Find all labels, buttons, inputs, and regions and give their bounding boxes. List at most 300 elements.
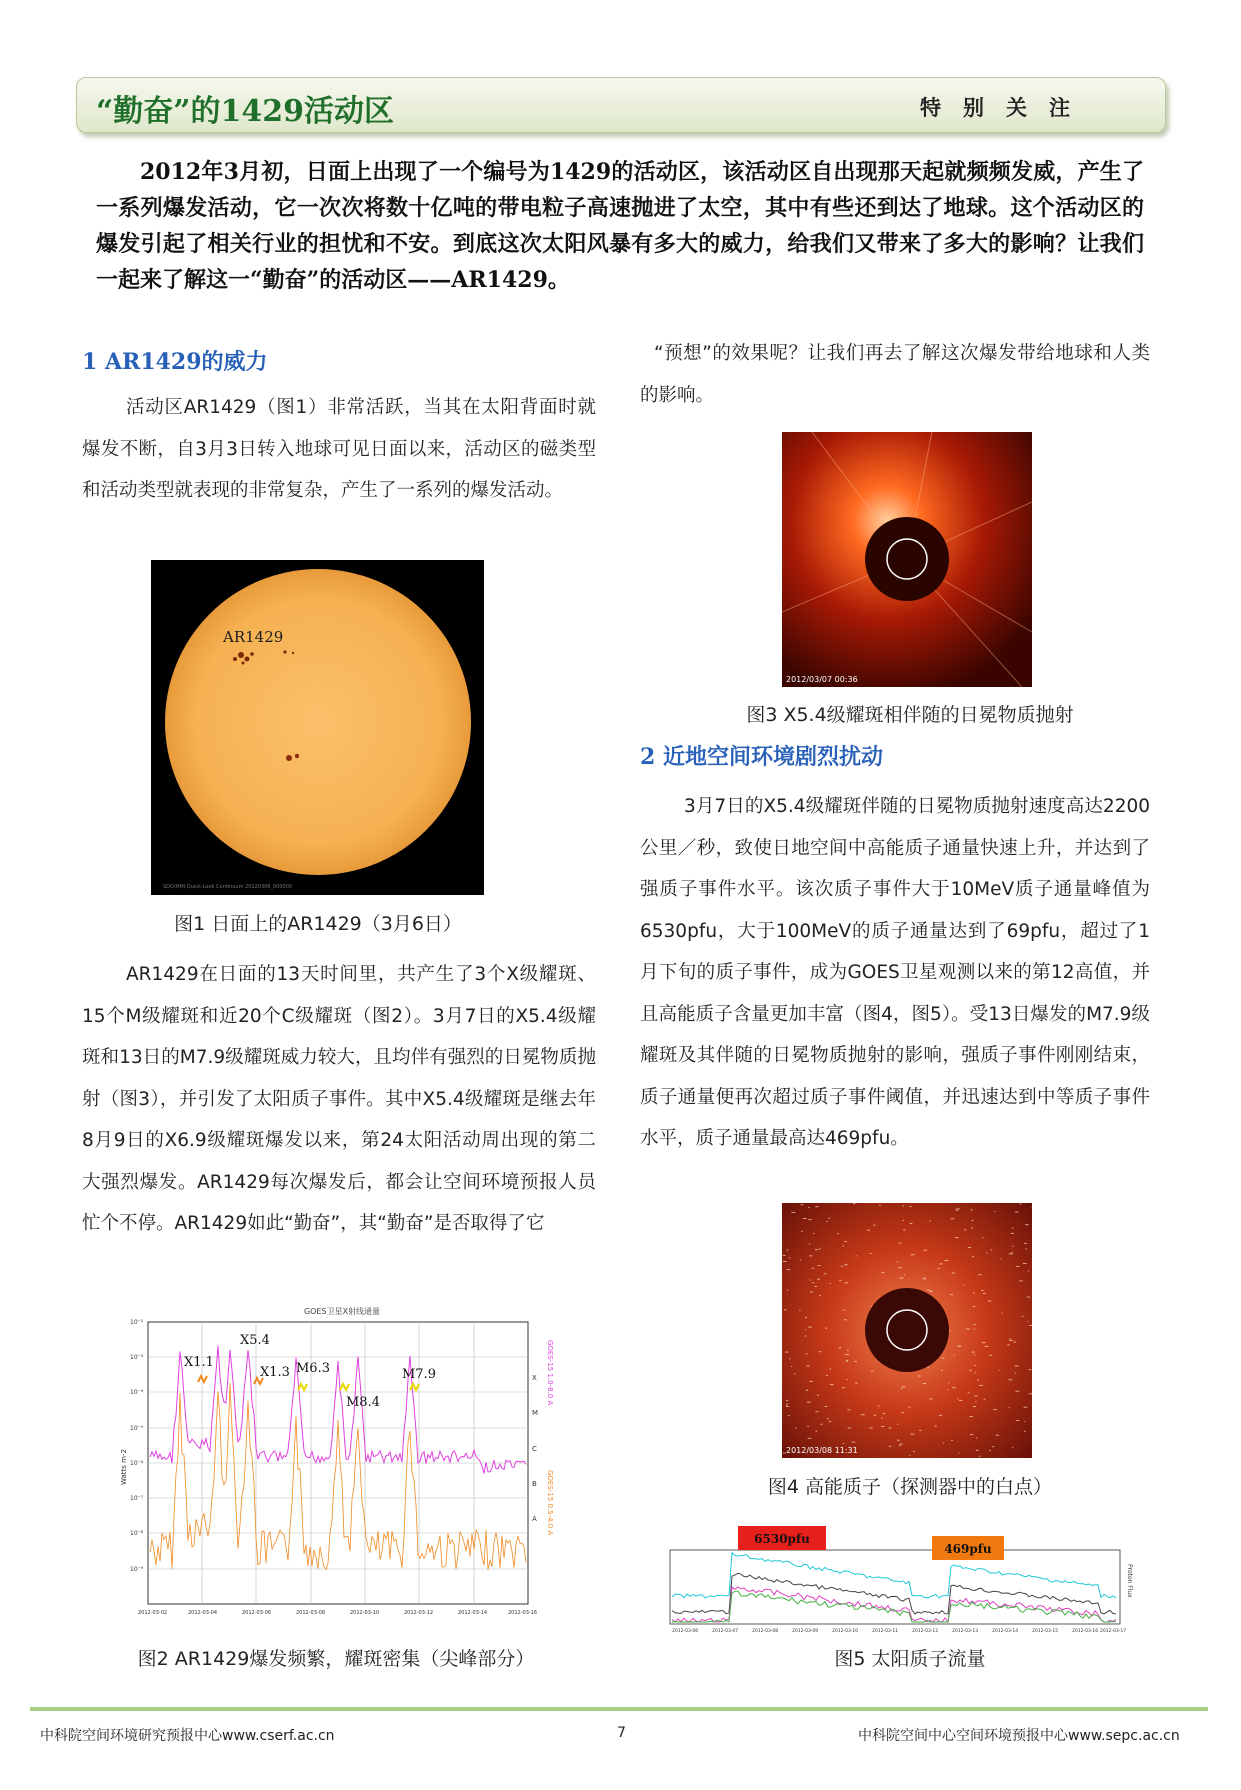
proton-speck: [829, 1368, 831, 1369]
proton-speck: [975, 1365, 977, 1366]
proton-speck: [817, 1395, 819, 1396]
proton-speck: [803, 1218, 807, 1219]
proton-speck: [900, 1278, 904, 1279]
proton-speck: [801, 1231, 803, 1232]
proton-speck: [810, 1292, 813, 1293]
section1-para2: [82, 954, 596, 1245]
proton-speck: [951, 1440, 953, 1441]
section1-para2-cont-text: “预想”的效果呢？让我们再去了解这次爆发带给地球和人类的影响。: [640, 343, 1150, 406]
fig5-xtick: 2012-03-14: [992, 1629, 1019, 1634]
proton-speck: [806, 1353, 808, 1354]
fig4-timestamp: 2012/03/08 11:31: [786, 1446, 858, 1455]
sun-disk-svg: [151, 560, 484, 895]
figure-1-sun-image: [151, 560, 484, 895]
proton-speck: [1027, 1297, 1030, 1298]
proton-speck: [976, 1438, 977, 1439]
fig2-xtick: 2012-03-10: [350, 1610, 380, 1616]
proton-speck: [1012, 1246, 1014, 1247]
proton-speck: [897, 1424, 898, 1425]
figure-4-caption: 图4 高能质子（探测器中的白点）: [767, 1476, 1053, 1498]
proton-speck: [795, 1428, 796, 1429]
proton-speck: [879, 1205, 881, 1206]
proton-speck: [819, 1295, 821, 1296]
proton-svg: [782, 1203, 1032, 1458]
proton-speck: [844, 1310, 846, 1311]
fig5-xtick: 2012-03-13: [952, 1629, 979, 1634]
proton-speck: [1009, 1253, 1013, 1254]
proton-speck: [847, 1409, 850, 1410]
fig2-ylabel: Watts m-2: [120, 1449, 128, 1485]
proton-speck: [982, 1342, 986, 1343]
proton-speck: [878, 1406, 880, 1407]
figure-2-caption: 图2 AR1429爆发频繁，耀斑密集（尖峰部分）: [137, 1648, 535, 1670]
proton-speck: [959, 1400, 962, 1401]
proton-speck: [938, 1268, 940, 1269]
xray-flux-svg: [118, 1300, 566, 1625]
proton-speck: [910, 1206, 912, 1207]
proton-speck: [789, 1257, 791, 1258]
fig2-xtick: 2012-03-06: [242, 1610, 272, 1616]
proton-speck: [805, 1336, 807, 1337]
intro-text: 2012年3月初，日面上出现了一个编号为1429的活动区，该活动区自出现那天起就频频发威，产生了一系列爆发活动，它一次次将数十亿吨的带电粒子高速抛进了太空，其中有些还到达了地球。这个活动区的爆发引起了相关行业的担忧和不安。到底这次太阳风暴有多大的威力，给我们又带来了多大的影响？让我们一起来了解这一“勤奋”的活动区——AR1429。: [96, 159, 1144, 293]
proton-speck: [844, 1282, 848, 1283]
proton-speck: [799, 1310, 800, 1311]
proton-speck: [911, 1254, 915, 1255]
figure-5-proton-flux-chart: [640, 1524, 1145, 1639]
occulter-disk: [865, 517, 949, 601]
proton-speck: [889, 1446, 892, 1447]
proton-speck: [909, 1455, 910, 1456]
fig5-xtick: 2012-03-09: [792, 1629, 819, 1634]
fig5-xtick: 2012-03-17: [1100, 1629, 1127, 1634]
proton-speck: [903, 1230, 905, 1231]
proton-speck: [808, 1207, 810, 1208]
section1-para1: [82, 387, 596, 512]
proton-speck: [945, 1260, 949, 1261]
proton-speck: [815, 1249, 818, 1250]
proton-flux-svg: [640, 1524, 1145, 1639]
proton-speck: [870, 1428, 873, 1429]
proton-speck: [826, 1375, 828, 1376]
fig2-ytick: 10⁻⁷: [130, 1495, 144, 1502]
fig2-class-letters: [532, 1374, 538, 1523]
proton-speck: [1027, 1321, 1028, 1322]
fig5-xtick: 2012-03-16: [1072, 1629, 1099, 1634]
proton-speck: [977, 1380, 979, 1381]
proton-speck: [1028, 1369, 1031, 1370]
proton-speck: [968, 1247, 971, 1248]
fig2-xtick: 2012-03-12: [404, 1610, 434, 1616]
proton-speck: [984, 1399, 986, 1400]
proton-speck: [898, 1243, 901, 1244]
proton-speck: [846, 1361, 847, 1362]
proton-speck: [818, 1265, 821, 1266]
proton-speck: [971, 1227, 973, 1228]
proton-speck: [899, 1445, 901, 1446]
proton-speck: [973, 1306, 976, 1307]
proton-speck: [786, 1404, 788, 1405]
fig2-xtick: 2012-03-14: [458, 1610, 488, 1616]
fig2-class-letter: B: [532, 1480, 537, 1488]
figure-5-caption: 图5 太阳质子流量: [834, 1648, 986, 1670]
proton-speck: [994, 1211, 995, 1212]
section2-para1: [640, 786, 1150, 1160]
flare-label-x1-1: X1.1: [184, 1355, 214, 1370]
proton-speck: [974, 1372, 975, 1373]
proton-speck: [828, 1218, 830, 1219]
proton-speck: [966, 1329, 970, 1330]
fig2-ytick: 10⁻⁹: [130, 1566, 144, 1573]
proton-speck: [952, 1387, 956, 1388]
proton-speck: [929, 1398, 932, 1399]
fig5-right-label: Proton Flux: [1126, 1564, 1133, 1598]
proton-speck: [989, 1450, 991, 1451]
proton-speck: [843, 1245, 844, 1246]
proton-speck: [996, 1435, 999, 1436]
proton-speck: [927, 1290, 931, 1291]
fig2-ytick: 10⁻⁴: [130, 1389, 144, 1396]
proton-speck: [1007, 1344, 1010, 1345]
section1-heading: 1 AR1429的威力: [82, 349, 268, 375]
proton-speck: [808, 1327, 812, 1328]
fig2-y-ticks: [130, 1319, 144, 1573]
proton-speck: [924, 1277, 926, 1278]
proton-speck: [837, 1233, 839, 1234]
proton-speck: [999, 1370, 1000, 1371]
fig2-x-ticks: [138, 1610, 537, 1616]
proton-speck: [955, 1237, 959, 1238]
proton-speck: [943, 1443, 944, 1444]
proton-speck: [1011, 1252, 1013, 1253]
fig5-label1: 6530pfu: [754, 1532, 810, 1546]
proton-speck: [786, 1406, 789, 1407]
proton-speck: [791, 1212, 795, 1213]
proton-speck: [964, 1229, 966, 1230]
fig2-right-label-top: GOES-15 1.0-8.0 A: [546, 1340, 554, 1406]
proton-speck: [1022, 1316, 1024, 1317]
proton-speck: [963, 1285, 964, 1286]
proton-speck: [844, 1319, 847, 1320]
proton-speck: [826, 1221, 828, 1222]
proton-speck: [809, 1255, 812, 1256]
proton-speck: [897, 1262, 899, 1263]
fig2-xtick: 2012-03-02: [138, 1610, 168, 1616]
proton-speck: [1026, 1248, 1027, 1249]
proton-speck: [870, 1253, 872, 1254]
proton-speck: [815, 1286, 818, 1287]
proton-speck: [809, 1243, 810, 1244]
proton-speck: [988, 1301, 991, 1302]
proton-speck: [1029, 1393, 1032, 1394]
proton-speck: [975, 1401, 976, 1402]
proton-speck: [810, 1280, 811, 1281]
proton-speck: [881, 1426, 884, 1427]
proton-speck: [883, 1413, 885, 1414]
fig2-class-letter: M: [532, 1409, 539, 1417]
proton-speck: [970, 1416, 973, 1417]
proton-speck: [815, 1411, 818, 1412]
proton-speck: [972, 1256, 974, 1257]
proton-speck: [1025, 1224, 1029, 1225]
proton-speck: [815, 1206, 818, 1207]
proton-speck: [1015, 1366, 1019, 1367]
fig5-x-ticks: [672, 1628, 1126, 1634]
proton-speck: [791, 1366, 792, 1367]
proton-speck: [844, 1264, 848, 1265]
proton-speck: [993, 1409, 996, 1410]
fig2-ytick: 10⁻⁶: [130, 1460, 144, 1467]
proton-speck: [902, 1386, 905, 1387]
proton-speck: [1029, 1325, 1032, 1326]
proton-speck: [971, 1209, 973, 1210]
proton-speck: [805, 1317, 807, 1318]
proton-speck: [898, 1267, 901, 1268]
section1-para2-text: AR1429在日面的13天时间里，共产生了3个X级耀斑、15个M级耀斑和近20个C级耀斑（图2）。3月7日的X5.4级耀斑和13日的M7.9级耀斑威力较大，且均伴有强烈的日冕物质抛射（图3），并引发了太阳质子事件。其中X5.4级耀斑是继去年8月9日的X6.9级耀斑爆发以来，第24太阳活动周出现的第二大强烈爆发。AR1429每次爆发后，都会让空间环境预报人员忙个不停。AR1429如此“勤奋”，其“勤奋”是否取得了它: [82, 964, 596, 1234]
proton-speck: [1011, 1233, 1014, 1234]
fig2-ytick: 10⁻³: [130, 1354, 144, 1361]
proton-speck: [807, 1402, 811, 1403]
proton-speck: [923, 1383, 926, 1384]
proton-speck: [1001, 1258, 1002, 1259]
proton-speck: [972, 1352, 975, 1353]
proton-speck: [842, 1387, 845, 1388]
proton-speck: [888, 1428, 891, 1429]
proton-speck: [807, 1390, 809, 1391]
proton-speck: [957, 1398, 958, 1399]
proton-speck: [786, 1400, 788, 1401]
proton-speck: [1024, 1407, 1028, 1408]
proton-speck: [974, 1329, 976, 1330]
proton-speck: [1019, 1280, 1023, 1281]
proton-speck: [1009, 1379, 1013, 1380]
cme-svg: [782, 432, 1032, 687]
proton-speck: [854, 1361, 857, 1362]
fig2-class-letter: X: [532, 1374, 537, 1382]
proton-speck: [908, 1407, 910, 1408]
proton-speck: [901, 1388, 903, 1389]
proton-speck: [991, 1249, 993, 1250]
fig2-class-letter: C: [532, 1445, 537, 1453]
proton-speck: [973, 1324, 976, 1325]
proton-speck: [848, 1427, 851, 1428]
proton-speck: [787, 1269, 791, 1270]
proton-speck: [989, 1355, 992, 1356]
proton-speck: [843, 1443, 845, 1444]
fig2-ytick: 10⁻²: [130, 1319, 144, 1326]
proton-speck: [1009, 1340, 1013, 1341]
proton-speck: [973, 1293, 975, 1294]
proton-speck: [1028, 1271, 1029, 1272]
proton-speck: [1015, 1373, 1016, 1374]
proton-speck: [820, 1424, 822, 1425]
proton-speck: [975, 1396, 978, 1397]
intro-paragraph: [96, 154, 1144, 298]
page-title: “勤奋”的1429活动区: [96, 94, 395, 129]
flare-label-m7-9: M7.9: [402, 1367, 436, 1382]
figure-4-proton-image: [782, 1203, 1032, 1458]
proton-speck: [844, 1241, 846, 1242]
proton-speck: [867, 1230, 870, 1231]
column-tag: 特别关注: [920, 95, 1092, 120]
proton-speck: [979, 1274, 982, 1275]
proton-speck: [825, 1406, 828, 1407]
footer-right-text: 中科院空间中心空间环境预报中心www.sepc.ac.cn: [858, 1728, 1180, 1744]
proton-speck: [861, 1414, 865, 1415]
proton-speck: [939, 1263, 942, 1264]
proton-speck: [958, 1453, 959, 1454]
proton-speck: [841, 1266, 843, 1267]
proton-speck: [805, 1329, 806, 1330]
proton-speck: [900, 1444, 903, 1445]
proton-speck: [941, 1370, 943, 1371]
proton-speck: [812, 1282, 814, 1283]
proton-speck: [1024, 1431, 1026, 1432]
proton-speck: [1015, 1391, 1019, 1392]
fig5-label2: 469pfu: [944, 1542, 992, 1556]
section2-para1-text: 3月7日的X5.4级耀斑伴随的日冕物质抛射速度高达2200公里／秒，致使日地空间中高能质子通量快速上升，并达到了强质子事件水平。该次质子事件大于10MeV质子通量峰值为6530pfu，大于100MeV的质子通量达到了69pfu，超过了1月下旬的质子事件，成为GOES卫星观测以来的第12高值，并且高能质子含量更加丰富（图4，图5）。受13日爆发的M7.9级耀斑及其伴随的日冕物质抛射的影响，强质子事件刚刚结束，质子通量便再次超过质子事件阈值，并迅速达到中等质子事件水平，质子通量最高达469pfu。: [640, 796, 1150, 1149]
proton-speck: [783, 1255, 786, 1256]
fig5-xtick: 2012-03-08: [752, 1629, 779, 1634]
proton-speck: [973, 1406, 976, 1407]
proton-speck: [983, 1293, 986, 1294]
proton-speck: [910, 1223, 913, 1224]
proton-speck: [947, 1389, 948, 1390]
proton-speck: [935, 1426, 937, 1427]
proton-speck: [992, 1446, 994, 1447]
fig5-xtick: 2012-03-06: [672, 1629, 699, 1634]
proton-speck: [904, 1274, 905, 1275]
flare-label-m6-3: M6.3: [296, 1361, 330, 1376]
proton-speck: [815, 1431, 817, 1432]
flare-label-m8-4: M8.4: [346, 1395, 380, 1410]
proton-speck: [913, 1451, 915, 1452]
proton-speck: [902, 1412, 905, 1413]
proton-speck: [819, 1248, 821, 1249]
proton-speck: [800, 1260, 802, 1261]
proton-speck: [903, 1220, 904, 1221]
proton-speck: [881, 1417, 882, 1418]
proton-speck: [1015, 1212, 1019, 1213]
proton-speck: [979, 1456, 980, 1457]
proton-speck: [986, 1253, 987, 1254]
proton-speck: [874, 1415, 877, 1416]
proton-speck: [830, 1384, 834, 1385]
proton-speck: [871, 1371, 874, 1372]
fig5-xtick: 2012-03-11: [872, 1629, 899, 1634]
fig2-ytick: 10⁻⁸: [130, 1530, 144, 1537]
fig2-xtick: 2012-03-08: [296, 1610, 326, 1616]
proton-speck: [929, 1220, 931, 1221]
proton-speck: [1012, 1228, 1014, 1229]
proton-speck: [951, 1218, 955, 1219]
proton-speck: [784, 1309, 787, 1310]
page-number: 7: [617, 1725, 626, 1741]
section2-heading: 2 近地空间环境剧烈扰动: [640, 744, 883, 770]
proton-speck: [957, 1346, 960, 1347]
proton-speck: [785, 1352, 788, 1353]
proton-speck: [853, 1203, 855, 1204]
proton-speck: [924, 1250, 928, 1251]
proton-speck: [984, 1346, 988, 1347]
fig5-xtick: 2012-03-15: [1032, 1629, 1059, 1634]
proton-speck: [918, 1376, 921, 1377]
proton-speck: [827, 1418, 829, 1419]
proton-speck: [786, 1405, 787, 1406]
proton-speck: [819, 1351, 822, 1352]
proton-speck: [1012, 1447, 1013, 1448]
proton-speck: [882, 1272, 885, 1273]
proton-speck: [825, 1328, 827, 1329]
proton-speck: [1010, 1339, 1012, 1340]
proton-speck: [788, 1415, 790, 1416]
proton-speck: [910, 1434, 914, 1435]
proton-speck: [942, 1358, 945, 1359]
proton-speck: [1009, 1407, 1010, 1408]
proton-speck: [969, 1370, 972, 1371]
proton-speck: [1024, 1243, 1027, 1244]
proton-speck: [903, 1205, 905, 1206]
proton-speck: [974, 1354, 975, 1355]
proton-speck: [817, 1279, 820, 1280]
proton-speck: [847, 1350, 849, 1351]
proton-speck: [922, 1278, 925, 1279]
figure-1-caption: 图1 日面上的AR1429（3月6日）: [174, 913, 462, 935]
proton-speck: [829, 1421, 832, 1422]
proton-speck: [1016, 1420, 1020, 1421]
proton-speck: [808, 1438, 812, 1439]
proton-speck: [846, 1360, 848, 1361]
proton-speck: [873, 1225, 875, 1226]
proton-speck: [1002, 1313, 1003, 1314]
proton-speck: [783, 1261, 787, 1262]
proton-speck: [813, 1233, 815, 1234]
proton-speck: [897, 1440, 900, 1441]
proton-speck: [982, 1237, 983, 1238]
fig3-timestamp: 2012/03/07 00:36: [786, 675, 858, 684]
flare-label-x5-4: X5.4: [240, 1333, 270, 1348]
fig2-xtick: 2012-03-04: [188, 1610, 218, 1616]
proton-speck: [794, 1373, 796, 1374]
proton-speck: [839, 1347, 842, 1348]
fig2-class-letter: A: [532, 1515, 537, 1523]
proton-speck: [830, 1283, 831, 1284]
proton-speck: [954, 1355, 955, 1356]
footer-left-text: 中科院空间环境研究预报中心www.cserf.ac.cn: [40, 1728, 335, 1744]
proton-speck: [971, 1220, 973, 1221]
figure-3-cme-image: [782, 432, 1032, 687]
section1-para2-continued: [640, 333, 1150, 416]
proton-speck: [950, 1294, 953, 1295]
fig1-footer-text: SDO/HMI Quick-Look Continuum 20120306_000000: [163, 884, 293, 890]
proton-speck: [1024, 1421, 1025, 1422]
proton-speck: [787, 1290, 788, 1291]
proton-speck: [824, 1273, 827, 1274]
proton-speck: [812, 1268, 814, 1269]
proton-speck: [1016, 1266, 1019, 1267]
proton-speck: [808, 1219, 812, 1220]
proton-speck: [852, 1442, 856, 1443]
fig2-ytick: 10⁻⁵: [130, 1425, 144, 1432]
proton-speck: [1023, 1263, 1027, 1264]
figure-2-xray-flux-chart: [118, 1300, 566, 1625]
proton-speck: [976, 1450, 979, 1451]
proton-speck: [847, 1379, 848, 1380]
proton-speck: [956, 1210, 958, 1211]
proton-speck: [968, 1392, 970, 1393]
fig5-xtick: 2012-03-10: [832, 1629, 859, 1634]
proton-speck: [948, 1383, 949, 1384]
proton-speck: [1020, 1204, 1022, 1205]
